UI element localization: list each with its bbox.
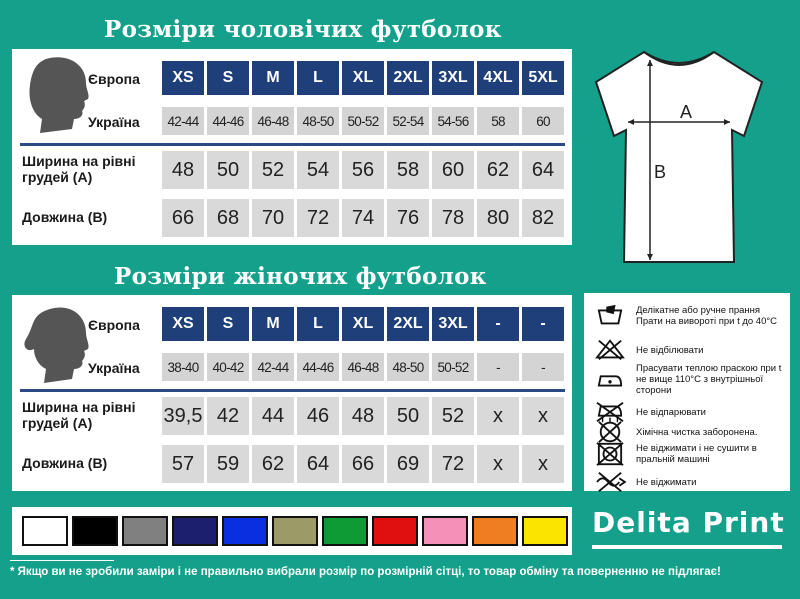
men-size-header: XS — [162, 61, 204, 95]
men-size-header: 3XL — [432, 61, 474, 95]
men-size-header: 4XL — [477, 61, 519, 95]
men-length-label: Довжина (В) — [22, 209, 108, 225]
women-size-table — [12, 295, 572, 491]
men-ukraine-label: Україна — [88, 114, 140, 130]
men-size-header: M — [252, 61, 294, 95]
men-chest-value: 58 — [387, 151, 429, 189]
women-length-value: x — [477, 445, 519, 483]
care-instruction-item — [592, 363, 784, 396]
men-length-value: 68 — [207, 199, 249, 237]
women-size-header: 2XL — [387, 307, 429, 341]
no-bleach-icon — [592, 337, 628, 363]
color-swatch[interactable] — [222, 516, 268, 546]
men-ukraine-size: 44-46 — [207, 107, 249, 135]
care-instructions-panel — [584, 293, 790, 491]
color-swatch[interactable] — [22, 516, 68, 546]
color-swatch[interactable] — [522, 516, 568, 546]
color-swatch[interactable] — [272, 516, 318, 546]
care-instruction-item — [592, 337, 784, 363]
care-instruction-text: Не віджимати — [636, 476, 697, 488]
men-length-value: 70 — [252, 199, 294, 237]
women-ukraine-size: 44-46 — [297, 353, 339, 381]
men-ukraine-size: 58 — [477, 107, 519, 135]
women-length-value: 66 — [342, 445, 384, 483]
women-ukraine-size: 48-50 — [387, 353, 429, 381]
men-length-value: 80 — [477, 199, 519, 237]
care-instruction-text: Не відбілювати — [636, 344, 704, 356]
women-ukraine-size: 50-52 — [432, 353, 474, 381]
men-chest-value: 62 — [477, 151, 519, 189]
men-size-header: L — [297, 61, 339, 95]
women-size-header: XS — [162, 307, 204, 341]
men-size-table — [12, 49, 572, 245]
care-instruction-item — [592, 441, 784, 467]
color-swatch[interactable] — [72, 516, 118, 546]
men-chest-value: 48 — [162, 151, 204, 189]
women-chest-value: 48 — [342, 397, 384, 435]
color-swatch[interactable] — [122, 516, 168, 546]
men-length-value: 76 — [387, 199, 429, 237]
women-size-header: XL — [342, 307, 384, 341]
women-length-value: 69 — [387, 445, 429, 483]
men-length-value: 78 — [432, 199, 474, 237]
men-ukraine-size: 54-56 — [432, 107, 474, 135]
color-swatch[interactable] — [172, 516, 218, 546]
women-ukraine-size: 46-48 — [342, 353, 384, 381]
care-instruction-text: Не віджимати і не сушити в пральній машині — [636, 443, 757, 465]
care-instruction-text: Делікатне або ручне прання Прати на вивороті при t до 40°С — [636, 305, 778, 327]
men-length-value: 66 — [162, 199, 204, 237]
brand-underline — [592, 545, 782, 549]
women-ukraine-size: 40-42 — [207, 353, 249, 381]
care-instruction-text: Хімічна чистка заборонена. — [636, 426, 758, 438]
women-length-value: 59 — [207, 445, 249, 483]
care-instruction-item — [592, 469, 784, 495]
women-ukraine-size: - — [477, 353, 519, 381]
tshirt-label-b: B — [654, 162, 667, 182]
women-chest-value: x — [477, 397, 519, 435]
men-ukraine-size: 52-54 — [387, 107, 429, 135]
women-ukraine-label: Україна — [88, 360, 140, 376]
tshirt-label-a: A — [680, 102, 693, 122]
women-chest-value: 44 — [252, 397, 294, 435]
men-chest-value: 64 — [522, 151, 564, 189]
men-ukraine-size: 60 — [522, 107, 564, 135]
care-instruction-text: Прасувати теплою праскою при t не вище 110°С з внутрішньої сторони — [636, 363, 782, 396]
female-head-icon — [20, 303, 94, 385]
men-chest-label: Ширина на рівні грудей (А) — [22, 153, 136, 185]
women-size-header: 3XL — [432, 307, 474, 341]
women-section-title: Розміри жіночих футболок — [114, 263, 487, 290]
women-size-header: S — [207, 307, 249, 341]
women-ukraine-size: 38-40 — [162, 353, 204, 381]
women-length-value: 72 — [432, 445, 474, 483]
women-chest-value: 52 — [432, 397, 474, 435]
men-chest-value: 54 — [297, 151, 339, 189]
women-length-label: Довжина (В) — [22, 455, 108, 471]
women-chest-label: Ширина на рівні грудей (А) — [22, 399, 136, 431]
color-swatch[interactable] — [322, 516, 368, 546]
women-ukraine-size: - — [522, 353, 564, 381]
men-length-value: 72 — [297, 199, 339, 237]
care-instruction-text: Не відпарювати — [636, 406, 706, 418]
men-ukraine-size: 48-50 — [297, 107, 339, 135]
women-length-value: 62 — [252, 445, 294, 483]
men-ukraine-size: 42-44 — [162, 107, 204, 135]
men-size-header: 5XL — [522, 61, 564, 95]
men-length-value: 82 — [522, 199, 564, 237]
men-length-value: 74 — [342, 199, 384, 237]
women-chest-value: 46 — [297, 397, 339, 435]
women-size-header: - — [477, 307, 519, 341]
color-swatch[interactable] — [422, 516, 468, 546]
men-chest-value: 56 — [342, 151, 384, 189]
women-ukraine-size: 42-44 — [252, 353, 294, 381]
tshirt-diagram — [584, 40, 774, 270]
men-chest-value: 60 — [432, 151, 474, 189]
men-europe-label: Європа — [88, 71, 140, 87]
women-chest-value: 42 — [207, 397, 249, 435]
color-swatch[interactable] — [472, 516, 518, 546]
men-table-divider — [20, 143, 565, 146]
men-ukraine-size: 50-52 — [342, 107, 384, 135]
men-section-title: Розміри чоловічих футболок — [104, 16, 502, 43]
women-table-divider — [20, 389, 565, 392]
women-europe-label: Європа — [88, 317, 140, 333]
women-size-header: - — [522, 307, 564, 341]
no-wring-icon — [592, 469, 628, 495]
women-length-value: 64 — [297, 445, 339, 483]
women-size-header: M — [252, 307, 294, 341]
women-chest-value: 39,5 — [162, 397, 204, 435]
men-chest-value: 52 — [252, 151, 294, 189]
men-chest-value: 50 — [207, 151, 249, 189]
male-head-icon — [26, 55, 92, 137]
hand-wash-icon — [592, 303, 628, 329]
women-chest-value: 50 — [387, 397, 429, 435]
brand-logo: Delita Print — [592, 506, 785, 539]
return-policy-note: * Якщо ви не зробили заміри і не правильно вибрали розмір по розмірній сітці, то товар обміну та поверненню не підлягає! — [10, 566, 721, 578]
men-ukraine-size: 46-48 — [252, 107, 294, 135]
women-length-value: 57 — [162, 445, 204, 483]
color-swatch[interactable] — [372, 516, 418, 546]
no-tumble-dry-icon — [592, 441, 628, 467]
care-instruction-item — [592, 303, 784, 329]
men-size-header: XL — [342, 61, 384, 95]
men-size-header: 2XL — [387, 61, 429, 95]
women-length-value: x — [522, 445, 564, 483]
iron-low-icon — [592, 367, 628, 393]
women-chest-value: x — [522, 397, 564, 435]
footnote-divider — [10, 560, 114, 561]
women-size-header: L — [297, 307, 339, 341]
men-size-header: S — [207, 61, 249, 95]
